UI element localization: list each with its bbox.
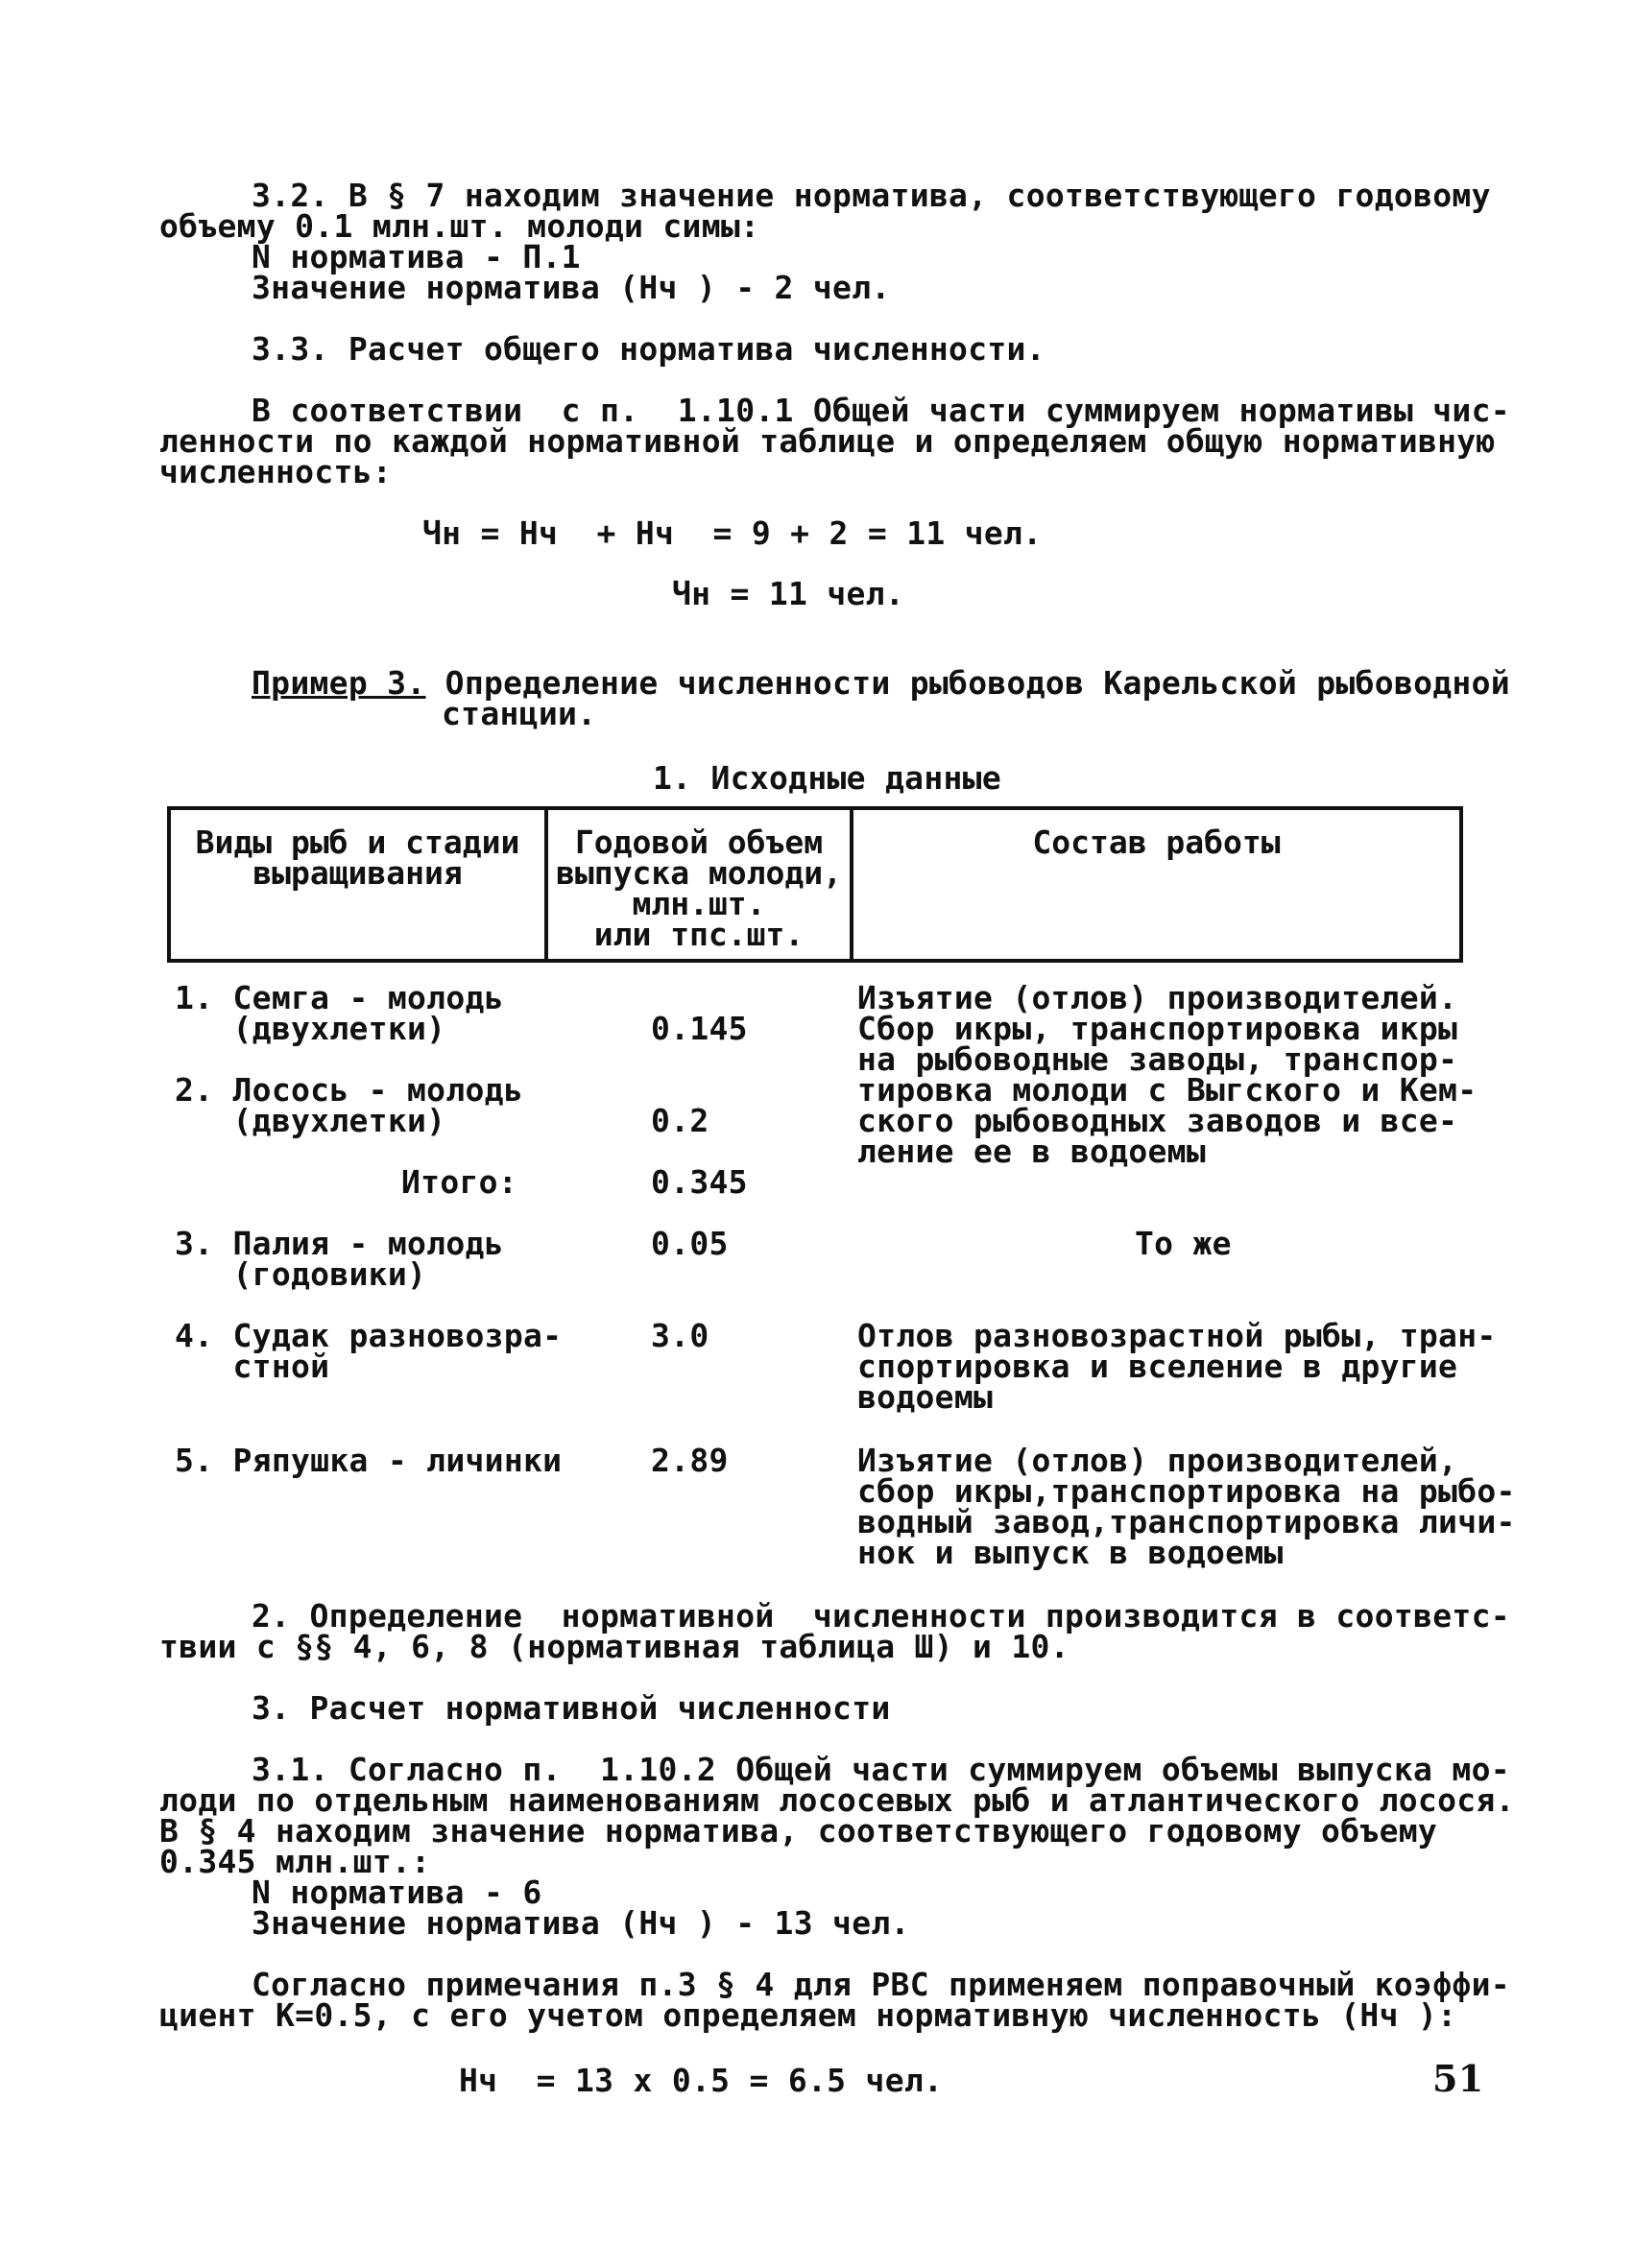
- header-work-label: Состав работы: [1032, 824, 1281, 861]
- row-1-species: 1. Семга - молодь (двухлетки): [175, 979, 504, 1047]
- section-3-2-line4: Значение норматива (Нч ) - 2 чел.: [252, 269, 891, 306]
- row-5-species: 5. Ряпушка - личинки: [175, 1442, 563, 1479]
- row-1-volume: 0.145: [651, 1010, 748, 1047]
- row-4-species: 4. Судак разновозра- стной: [175, 1317, 563, 1385]
- section-3-2-line2: объему 0.1 млн.шт. молоди симы:: [159, 207, 760, 245]
- total-volume: 0.345: [651, 1163, 748, 1201]
- section-3-q1: Согласно примечания п.3 § 4 для РВС применяем поправочный коэффи-: [252, 1966, 1510, 2003]
- header-species-label: Виды рыб и стадии выращивания: [195, 824, 520, 892]
- table-header: [167, 806, 1463, 963]
- header-volume-label: Годовой объем выпуска молоди, млн.шт. или тпс.шт.: [555, 824, 842, 953]
- row-4-volume: 3.0: [651, 1317, 709, 1354]
- rows-1-2-work: Изъятие (отлов) производителей. Сбор икры, транспортировка икры на рыбоводные заводы, транспор- тировка молоди с Выгского и Кем- ского рыбоводных заводов и все- ление ее в водоемы: [857, 979, 1478, 1170]
- row-4-work: Отлов разновозрастной рыбы, тран- спортировка и вселение в другие водоемы: [857, 1317, 1497, 1416]
- section-2-line2: твии с §§ 4, 6, 8 (нормативная таблица Ш) и 10.: [159, 1628, 1069, 1665]
- total-label: Итого:: [401, 1163, 518, 1201]
- section-3-p4: 0.345 млн.шт.:: [159, 1843, 431, 1880]
- section-3-3-p3: численность:: [159, 453, 393, 490]
- page-number: 51: [1432, 2057, 1484, 2100]
- section-3-q2: циент К=0.5, с его учетом определяем нормативную численность (Нч ):: [159, 1996, 1457, 2034]
- section-3-3-p1: В соответствии с п. 1.10.1 Общей части суммируем нормативы чис-: [252, 392, 1510, 429]
- formula-total-1: Чн = Нч + Нч = 9 + 2 = 11 чел.: [422, 514, 1043, 552]
- row-2-volume: 0.2: [651, 1102, 709, 1139]
- row-3-volume: 0.05: [651, 1225, 729, 1262]
- section-3-heading: 3. Расчет нормативной численности: [252, 1689, 891, 1727]
- initial-data-heading: 1. Исходные данные: [653, 759, 1002, 797]
- formula-total-2: Чн = 11 чел.: [672, 575, 905, 612]
- row-3-work: То же: [1135, 1225, 1232, 1262]
- row-3-species: 3. Палия - молодь (годовики): [175, 1225, 504, 1293]
- section-3-p5: N норматива - 6: [252, 1874, 542, 1911]
- section-3-p3: В § 4 находим значение норматива, соответствующего годовому объему: [159, 1812, 1438, 1850]
- section-2-line1: 2. Определение нормативной численности производится в соответс-: [252, 1597, 1510, 1635]
- section-3-p6: Значение норматива (Нч ) - 13 чел.: [252, 1904, 910, 1942]
- section-3-2-line3: N норматива - П.1: [252, 238, 581, 275]
- example-3-title-line2: станции.: [442, 695, 597, 732]
- section-3-2-line1: 3.2. В § 7 находим значение норматива, соответствующего годовому: [252, 177, 1491, 214]
- example-3-title-line1: [252, 664, 1510, 702]
- row-5-work: Изъятие (отлов) производителей, сбор икры,транспортировка на рыбо- водный завод,транспортировка личи- нок и выпуск в водоемы: [857, 1442, 1516, 1571]
- example-3-title-text: Определение численности рыбоводов Карельской рыбоводной: [425, 664, 1510, 702]
- header-col-species: [171, 810, 548, 959]
- row-5-volume: 2.89: [651, 1442, 729, 1479]
- section-3-3-heading: 3.3. Расчет общего норматива численности.: [252, 330, 1045, 368]
- section-3-p1: 3.1. Согласно п. 1.10.2 Общей части суммируем объемы выпуска мо-: [252, 1751, 1510, 1788]
- example-3-label: Пример 3.: [252, 664, 426, 702]
- formula-coefficient: Нч = 13 х 0.5 = 6.5 чел.: [459, 2062, 944, 2099]
- section-3-3-p2: ленности по каждой нормативной таблице и определяем общую нормативную: [159, 422, 1496, 460]
- header-col-volume: [548, 810, 853, 959]
- section-3-p2: лоди по отдельным наименованиям лососевых рыб и атлантического лосося.: [159, 1781, 1515, 1819]
- row-2-species: 2. Лосось - молодь (двухлетки): [175, 1071, 524, 1139]
